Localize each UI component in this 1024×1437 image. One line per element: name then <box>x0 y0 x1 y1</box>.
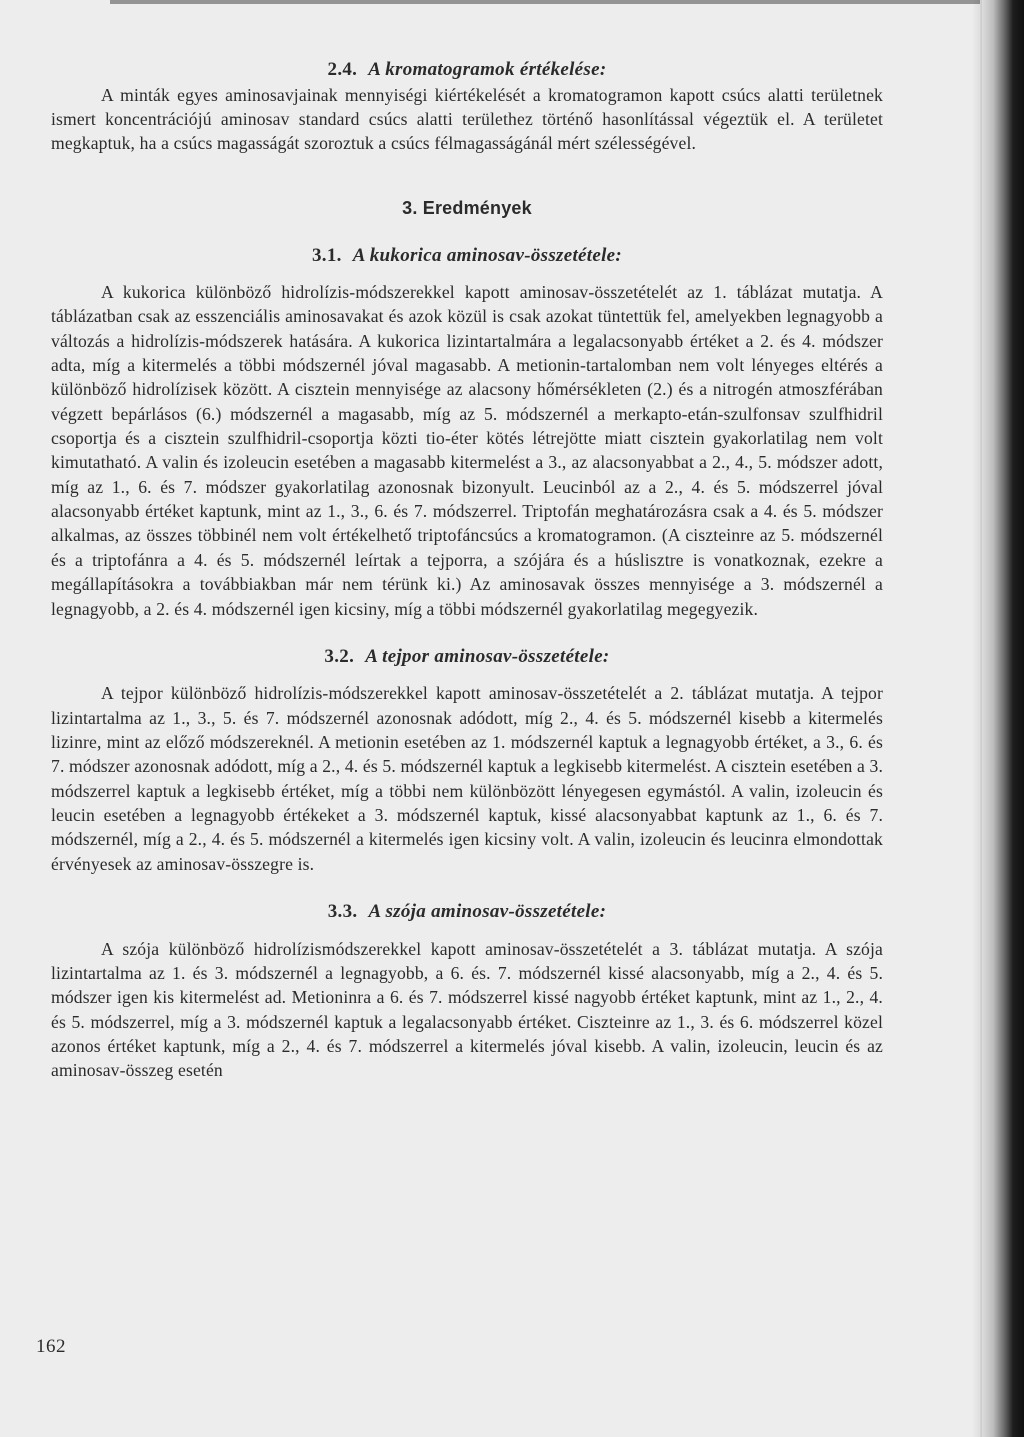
section-2-4-number: 2.4. <box>327 59 358 80</box>
section-2-4-title: A kromatogramok értékelése: <box>368 59 607 80</box>
section-3-1-heading <box>51 244 883 269</box>
section-3-3-heading <box>51 900 883 925</box>
section-3-2-number: 3.2. <box>324 645 355 667</box>
section-3-3-title: A szója aminosav-összetétele: <box>368 901 607 923</box>
page-number: 162 <box>36 1336 66 1357</box>
section-3-1-number: 3.1. <box>311 244 342 266</box>
section-3-1-paragraph: A kukorica különböző hidrolízis-módszerekkel kapott aminosav-összetételét az 1. táblázat mutatja. A táblázatban csak az esszenciális aminosavakat és azok közül is csak azokat tüntettük fel, amelyekben legnagyobb a változás a hidrolízis-módszerek hatására. A kukorica lizintartalmára a legalacsonyabb értéket a 2. és 4. módszer adta, míg a kitermelés a többi módszernél jóval magasabb. A metionin-tartalomban nem volt lényeges eltérés a különböző hidrolízisek között. A cisztein mennyisége az alacsony hőmérsékleten (2.) és a nitrogén atmoszférában végzett bepárlásos (6.) módszernél a magasabb, míg az 5. módszernél a merkapto-etán-szulfonsav szulfhidril csoportja és a cisztein szulfhidril-csoportja közti tio-éter kötés létrejötte miatt cisztein gyakorlatilag nem volt kimutatható. A valin és izoleucin esetében a magasabb kitermelést a 3., az alacsonyabbat a 2., 4., 5. módszer adott, míg az 1., 6. és 7. módszer gyakorlatilag azonosnak bizonyult. Leucinból az a 2., 4. és 5. módszerrel jóval alacsonyabb értéket kaptunk, mint az 1., 3., 6. és 7. módszerrel. Triptofán meghatározásra csak a 4. és 5. módszer alkalmas, az összes többinél nem volt értékelhető triptofáncsúcs a kromatogramon. (A ciszteinre az 5. módszernél és a triptofánra a 4. és 5. módszernél leírtak a tejporra, a szójára és a húslisztre is vonatkoznak, ezekre a megállapításokra a továbbiakban már nem térünk ki.) Az aminosavak összes mennyisége a 3. módszernél a legnagyobb, a 2. és 4. módszernél igen kicsiny, míg a többi módszernél gyakorlatilag megegyezik. <box>51 282 883 619</box>
section-2-4-paragraph: A minták egyes aminosavjainak mennyiségi kiértékelését a kromatogramon kapott csúcs alatti területnek ismert koncentrációjú aminosav standard csúcs alatti területhez történő hasonlítással végeztük el. A területet megkaptuk, ha a csúcs magasságát szoroztuk a csúcs félmagasságánál mért szélességével. <box>51 84 883 154</box>
page-content <box>51 58 883 1083</box>
section-2-4-heading <box>51 58 883 83</box>
section-3-3-paragraph: A szója különböző hidrolízismódszerekkel kapott aminosav-összetételét a 3. táblázat mutatja. A szója lizintartalma az 1. és 3. módszernél a legnagyobb, a 6. és. 7. módszernél kissé alacsonyabb, míg a 2., 4. és 5. módszer igen kis kitermelést ad. Metioninra a 6. és 7. módszerrel kissé nagyobb értéket kaptunk, mint az 1., 2., 4. és 5. módszerrel, míg a 3. módszernél kaptuk a legalacsonyabb értéket. Ciszteinre az 1., 3. és 6. módszerrel közel azonos értéket kaptunk, míg a 2., 4. és 7. módszerrel a kitermelés jóval kisebb. A valin, izoleucin, leucin és az aminosav-összeg esetén <box>51 938 883 1081</box>
section-3-2-heading <box>51 645 883 670</box>
section-3-2-paragraph: A tejpor különböző hidrolízis-módszerekkel kapott aminosav-összetételét a 2. táblázat mutatja. A tejpor lizintartalma az 1., 3., 5. és 7. módszernél azonosnak adódott, míg 2., 4. és 5. módszernél kisebb a kitermelés lizinre, mint az előző módszereknél. A metionin esetében az 1. módszernél kaptuk a legnagyobb értéket, a 3., 6. és 7. módszer azonosnak adódott, míg a 2., 4. és 5. módszernél kaptuk a legkisebb kitermelést. A cisztein esetében a 3. módszerrel kaptuk a legkisebb értéket, míg a többi nem különbözött lényegesen egymástól. A valin, izoleucin és leucin esetében a legnagyobb értékeket a 3. módszernél kaptuk, kissé alacsonyabbat kaptunk az 1., 6. és 7. módszernél, míg a 2., 4. és 5. módszernél a kitermelés igen kicsiny volt. A valin, izoleucin és leucinra elmondottak érvényesek az aminosav-összegre is. <box>51 683 883 874</box>
page-top-edge-shadow <box>110 0 990 4</box>
section-3-3-number: 3.3. <box>327 901 358 923</box>
section-3-heading: 3. Eredmények <box>402 197 532 218</box>
section-3-1-title: A kukorica aminosav-összetétele: <box>352 244 623 266</box>
page-binding-shadow <box>980 0 1024 1437</box>
section-3-2-title: A tejpor aminosav-összetétele: <box>365 645 610 667</box>
